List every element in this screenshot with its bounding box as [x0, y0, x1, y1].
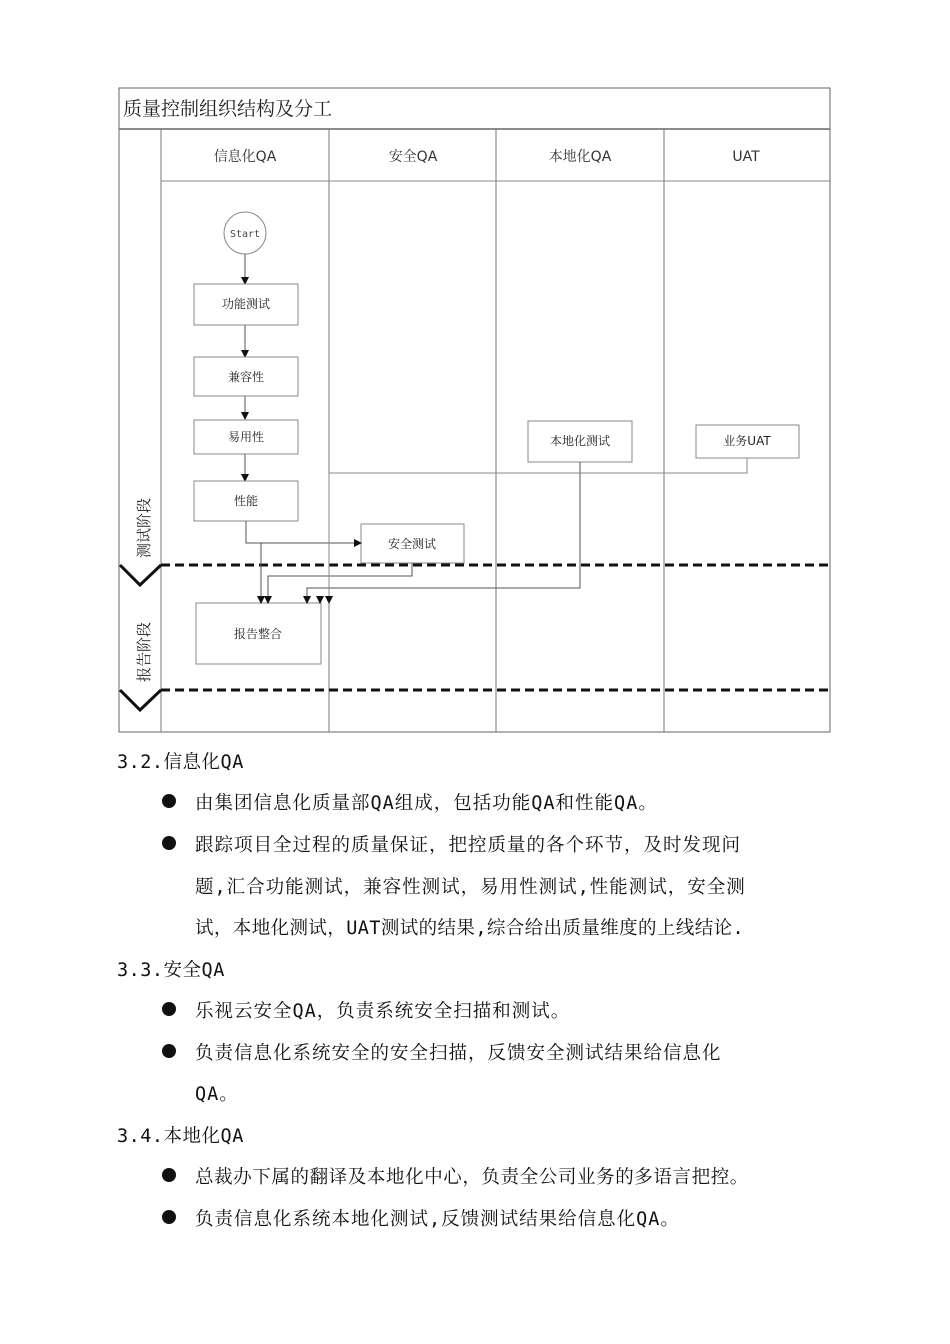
section-heading-3-4: 3.4.本地化QA: [117, 1126, 244, 1147]
lane-header-uat: UAT: [732, 149, 760, 165]
connector-security-to-report: [268, 563, 412, 603]
phase-chevron-report: [120, 690, 161, 710]
start-label: Start: [229, 229, 261, 240]
box-compat-label: 兼容性: [227, 370, 265, 384]
bullet-icon: [162, 794, 176, 808]
bullet-text: 负责信息化系统安全的安全扫描，反馈安全测试结果给信息化: [195, 1043, 722, 1064]
bullet-icon: [162, 1002, 176, 1016]
bullet-text-cont: QA。: [195, 1084, 239, 1105]
bullet-text: 负责信息化系统本地化测试,反馈测试结果给信息化QA。: [195, 1209, 680, 1230]
bullet-icon: [162, 1210, 176, 1224]
bullet-text: 乐视云安全QA，负责系统安全扫描和测试。: [195, 1001, 571, 1022]
lane-header-security: 安全QA: [388, 149, 438, 165]
box-func-test-label: 功能测试: [221, 297, 271, 311]
phase-label-report: 报告阶段: [135, 621, 153, 683]
box-uat-label: 业务UAT: [723, 434, 771, 448]
connector-perf-to-security: [246, 521, 361, 543]
box-security-test-label: 安全测试: [387, 537, 437, 551]
bullet-text-cont: 题,汇合功能测试，兼容性测试，易用性测试,性能测试，安全测: [195, 877, 746, 898]
bullet-text: 总裁办下属的翻译及本地化中心，负责全公司业务的多语言把控。: [195, 1167, 749, 1188]
lane-header-localization: 本地化QA: [548, 149, 612, 165]
bullet-text: 由集团信息化质量部QA组成，包括功能QA和性能QA。: [195, 793, 658, 814]
box-report-label: 报告整合: [233, 627, 283, 641]
bullet-text: 跟踪项目全过程的质量保证，把控质量的各个环节，及时发现问: [195, 835, 742, 856]
diagram-title: 质量控制组织结构及分工: [123, 98, 333, 120]
phase-chevron-test: [120, 565, 161, 585]
box-localization-test-label: 本地化测试: [549, 434, 611, 448]
box-performance-label: 性能: [233, 494, 259, 508]
lane-header-info: 信息化QA: [213, 149, 277, 165]
bullet-text-cont: 试，本地化测试，UAT测试的结果,综合给出质量维度的上线结论.: [195, 918, 745, 939]
section-heading-3-3: 3.3.安全QA: [117, 960, 225, 981]
section-heading-3-2: 3.2.信息化QA: [117, 752, 244, 773]
bullet-icon: [162, 1168, 176, 1182]
phase-label-test: 测试阶段: [135, 497, 153, 559]
box-usability-label: 易用性: [227, 430, 265, 444]
bullet-icon: [162, 836, 176, 850]
bullet-icon: [162, 1044, 176, 1058]
